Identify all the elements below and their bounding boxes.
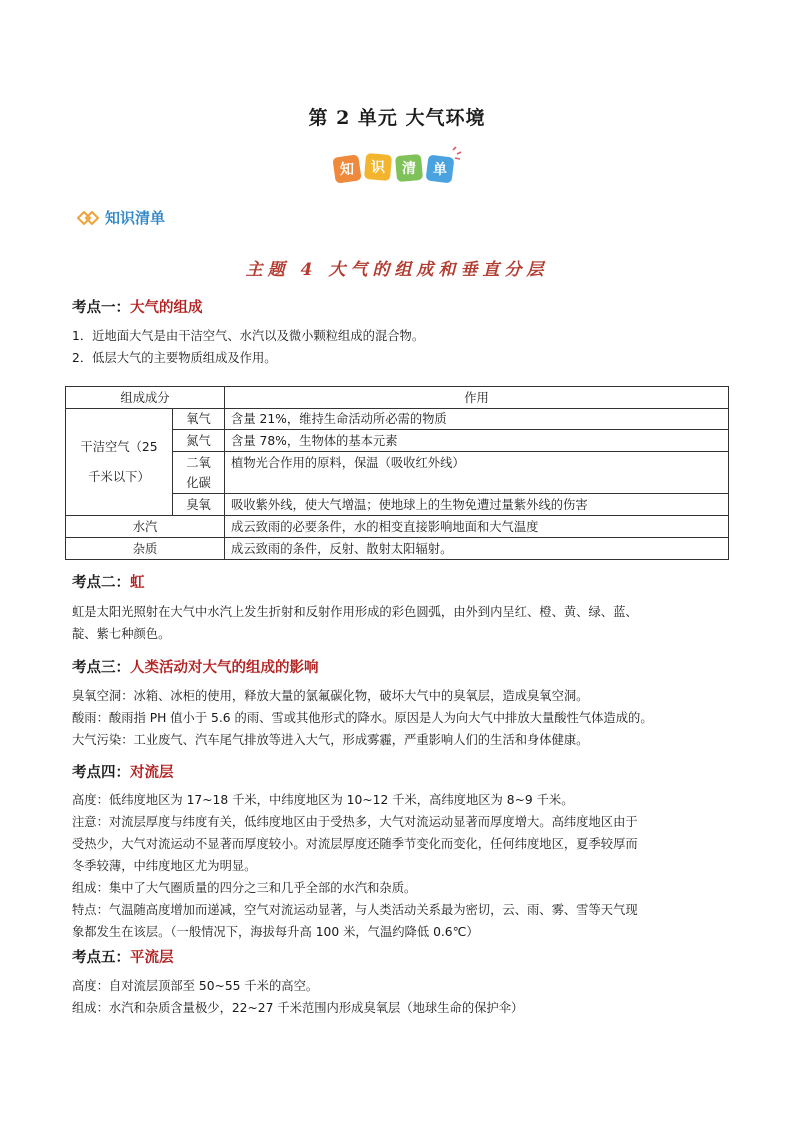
kp1-title: 大气的组成 [130, 300, 203, 316]
double-diamond-icon [77, 211, 99, 225]
component-effect: 成云致雨的必要条件，水的相变直接影响地面和大气温度 [225, 516, 729, 538]
component-name-line-1: 二氧 [186, 455, 211, 470]
unit-title: 第 2 单元 大气环境 [308, 107, 486, 129]
kp3-title: 人类活动对大气的组成的影响 [130, 660, 319, 676]
kp4-line: 象都发生在该层。（一般情况下，海拔每升高 100 米，气温约降低 0.6℃） [72, 925, 479, 939]
kp4-line: 高度：低纬度地区为 17~18 千米，中纬度地区为 10~12 千米，高纬度地区为 8~9 千米。 [72, 793, 574, 807]
kp4-body [72, 789, 732, 943]
kp4-line: 组成：集中了大气圈质量的四分之三和几乎全部的水汽和杂质。 [72, 881, 417, 895]
kp4-number: 考点四： [72, 765, 130, 781]
kp2-line: 虹是太阳光照射在大气中水汽上发生折射和反射作用形成的彩色圆弧，由外到内呈红、橙、黄、绿、蓝、 [72, 605, 638, 619]
table-header-row [66, 387, 729, 409]
kp4-line: 冬季较薄，中纬度地区尤为明显。 [72, 859, 257, 873]
kp3-heading [72, 656, 319, 677]
kp1-number: 考点一： [72, 300, 130, 316]
kp5-heading [72, 946, 174, 967]
component-name: 氮气 [173, 430, 225, 452]
badge-char-3: 清 [402, 161, 416, 177]
kp4-title: 对流层 [130, 765, 174, 781]
table-row [66, 538, 729, 560]
component-name: 杂质 [66, 538, 225, 560]
component-effect: 含量 21%，维持生命活动所必需的物质 [225, 409, 729, 430]
dry-air-label-line-2: 千米以下） [88, 470, 150, 484]
kp3-number: 考点三： [72, 660, 130, 676]
dry-air-label-line-1: 干洁空气（25 [80, 440, 158, 454]
kp4-heading [72, 761, 174, 782]
kp3-body [72, 685, 732, 751]
kp4-line: 特点：气温随高度增加而递减，空气对流运动显著，与人类活动关系最为密切，云、雨、雾、雪等天气现 [72, 903, 638, 917]
kp4-line: 注意：对流层厚度与纬度有关，低纬度地区由于受热多，大气对流运动显著而厚度增大。高纬度地区由于 [72, 815, 638, 829]
component-name: 水汽 [66, 516, 225, 538]
section-header [77, 207, 165, 228]
component-name-line-2: 化碳 [186, 475, 211, 490]
kp2-line: 靛、紫七种颜色。 [72, 627, 171, 641]
component-name: 氧气 [173, 409, 225, 430]
table-row [66, 516, 729, 538]
kp5-line: 高度：自对流层顶部至 50~55 千米的高空。 [72, 979, 319, 993]
kp3-line: 大气污染：工业废气、汽车尾气排放等进入大气，形成雾霾，严重影响人们的生活和身体健康。 [72, 733, 589, 747]
kp2-title: 虹 [130, 575, 145, 591]
component-name [173, 452, 225, 494]
kp3-line: 酸雨：酸雨指 PH 值小于 5.6 的雨、雪或其他形式的降水。原因是人为向大气中排放大量酸性气体造成的。 [72, 711, 653, 725]
kp1-line: 2．低层大气的主要物质组成及作用。 [72, 351, 277, 365]
header-effect: 作用 [225, 387, 729, 409]
dry-air-label [66, 409, 173, 516]
kp5-title: 平流层 [130, 950, 174, 966]
component-effect: 含量 78%，生物体的基本元素 [225, 430, 729, 452]
badge-char-1: 知 [340, 162, 354, 178]
component-name: 臭氧 [173, 494, 225, 516]
section-label: 知识清单 [105, 209, 166, 227]
kp4-line: 受热少，大气对流运动不显著而厚度较小。对流层厚度还随季节变化而变化，任何纬度地区，夏季较厚而 [72, 837, 638, 851]
composition-table [65, 386, 729, 560]
kp5-line: 组成：水汽和杂质含量极少，22~27 千米范围内形成臭氧层（地球生命的保护伞） [72, 1001, 524, 1015]
kp1-body [72, 325, 732, 369]
table-row [66, 409, 729, 430]
kp2-number: 考点二： [72, 575, 130, 591]
component-effect: 植物光合作用的原料，保温（吸收红外线） [225, 452, 729, 494]
kp1-heading [72, 296, 203, 317]
topic-title: 主题 4 大气的组成和垂直分层 [245, 260, 549, 280]
header-composition: 组成成分 [66, 387, 225, 409]
kp1-line: 1．近地面大气是由干洁空气、水汽以及微小颗粒组成的混合物。 [72, 329, 425, 343]
kp3-line: 臭氧空洞：冰箱、冰柜的使用，释放大量的氯氟碳化物，破坏大气中的臭氧层，造成臭氧空洞。 [72, 689, 589, 703]
kp5-body [72, 975, 732, 1019]
badge-char-2: 识 [371, 160, 385, 176]
kp2-body [72, 601, 732, 645]
badge-char-4: 单 [433, 162, 447, 178]
knowledge-list-badge [333, 146, 463, 188]
kp5-number: 考点五： [72, 950, 130, 966]
component-effect: 吸收紫外线，使大气增温；使地球上的生物免遭过量紫外线的伤害 [225, 494, 729, 516]
kp2-heading [72, 571, 145, 592]
component-effect: 成云致雨的条件，反射、散射太阳辐射。 [225, 538, 729, 560]
